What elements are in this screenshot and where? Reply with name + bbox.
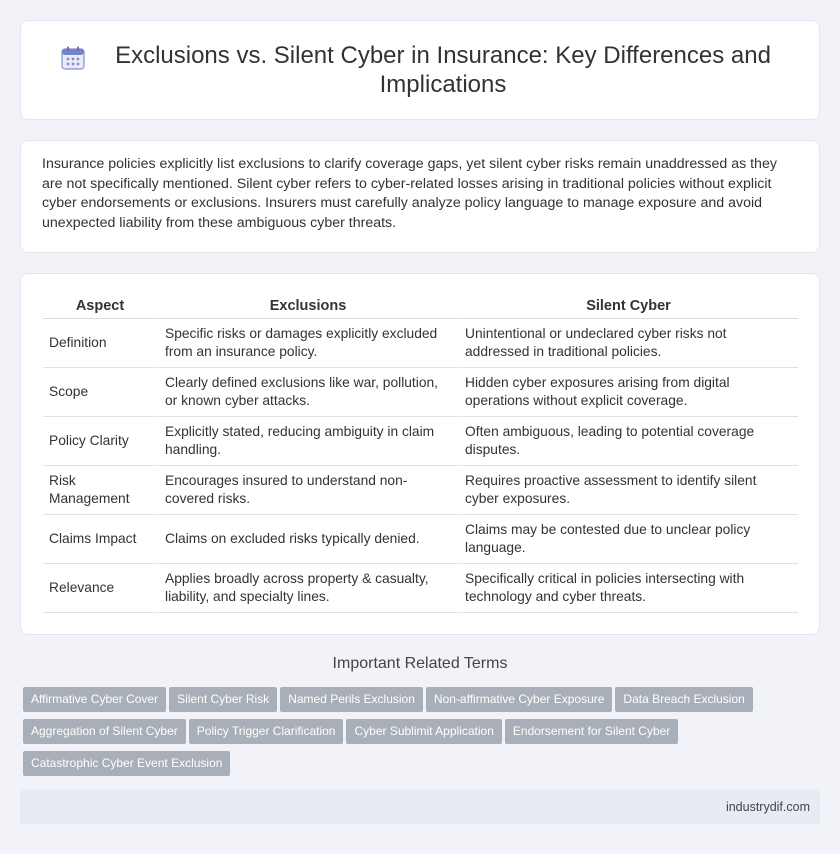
silent-cyber-cell: Unintentional or undeclared cyber risks not addressed in traditional policies. <box>457 319 798 368</box>
aspect-cell: Policy Clarity <box>43 417 157 466</box>
header-aspect: Aspect <box>43 294 157 319</box>
related-term-tag[interactable]: Non-affirmative Cyber Exposure <box>426 687 613 712</box>
header-silent-cyber: Silent Cyber <box>457 294 798 319</box>
header-card <box>20 20 820 120</box>
silent-cyber-cell: Hidden cyber exposures arising from digital operations without explicit coverage. <box>457 368 798 417</box>
intro-card <box>20 140 820 253</box>
footer <box>20 790 820 824</box>
comparison-card <box>20 273 820 635</box>
table-row <box>43 515 798 564</box>
related-term-tag[interactable]: Named Perils Exclusion <box>280 687 423 712</box>
related-terms-list <box>23 687 823 783</box>
related-term-tag[interactable]: Aggregation of Silent Cyber <box>23 719 186 744</box>
table-header-row <box>43 294 798 319</box>
intro-text: Insurance policies explicitly list exclusions to clarify coverage gaps, yet silent cyber risks remain unaddressed as they are not specifically mentioned. Silent cyber refers to cyber-related losses arising in traditional policies without explicit cyber endorsements or exclusions. Insurers must carefully analyze policy language to manage exposure and avoid unexpected liability from these ambiguous cyber threats. <box>42 156 777 231</box>
comparison-table <box>43 294 798 613</box>
related-term-tag[interactable]: Endorsement for Silent Cyber <box>505 719 678 744</box>
table-row <box>43 319 798 368</box>
table-row <box>43 466 798 515</box>
table-row <box>43 417 798 466</box>
header-exclusions: Exclusions <box>157 294 457 319</box>
aspect-cell: Claims Impact <box>43 515 157 564</box>
related-term-tag[interactable]: Catastrophic Cyber Event Exclusion <box>23 751 230 776</box>
aspect-cell: Risk Management <box>43 466 157 515</box>
page-title: Exclusions vs. Silent Cyber in Insurance: Key Differences and Implications <box>115 42 771 98</box>
calendar-icon <box>60 41 106 76</box>
related-terms-title: Important Related Terms <box>332 655 508 672</box>
exclusions-cell: Explicitly stated, reducing ambiguity in claim handling. <box>157 417 457 466</box>
related-term-tag[interactable]: Affirmative Cyber Cover <box>23 687 166 712</box>
exclusions-cell: Encourages insured to understand non-covered risks. <box>157 466 457 515</box>
exclusions-cell: Applies broadly across property & casualty, liability, and specialty lines. <box>157 564 457 613</box>
table-row <box>43 368 798 417</box>
exclusions-cell: Claims on excluded risks typically denied. <box>157 515 457 564</box>
related-term-tag[interactable]: Cyber Sublimit Application <box>346 719 501 744</box>
aspect-cell: Relevance <box>43 564 157 613</box>
silent-cyber-cell: Requires proactive assessment to identify silent cyber exposures. <box>457 466 798 515</box>
silent-cyber-cell: Claims may be contested due to unclear policy language. <box>457 515 798 564</box>
related-term-tag[interactable]: Silent Cyber Risk <box>169 687 277 712</box>
aspect-cell: Scope <box>43 368 157 417</box>
exclusions-cell: Specific risks or damages explicitly excluded from an insurance policy. <box>157 319 457 368</box>
related-term-tag[interactable]: Data Breach Exclusion <box>615 687 752 712</box>
related-term-tag[interactable]: Policy Trigger Clarification <box>189 719 344 744</box>
aspect-cell: Definition <box>43 319 157 368</box>
exclusions-cell: Clearly defined exclusions like war, pollution, or known cyber attacks. <box>157 368 457 417</box>
silent-cyber-cell: Often ambiguous, leading to potential coverage disputes. <box>457 417 798 466</box>
footer-site-link[interactable]: industrydif.com <box>725 800 810 814</box>
table-row <box>43 564 798 613</box>
silent-cyber-cell: Specifically critical in policies intersecting with technology and cyber threats. <box>457 564 798 613</box>
